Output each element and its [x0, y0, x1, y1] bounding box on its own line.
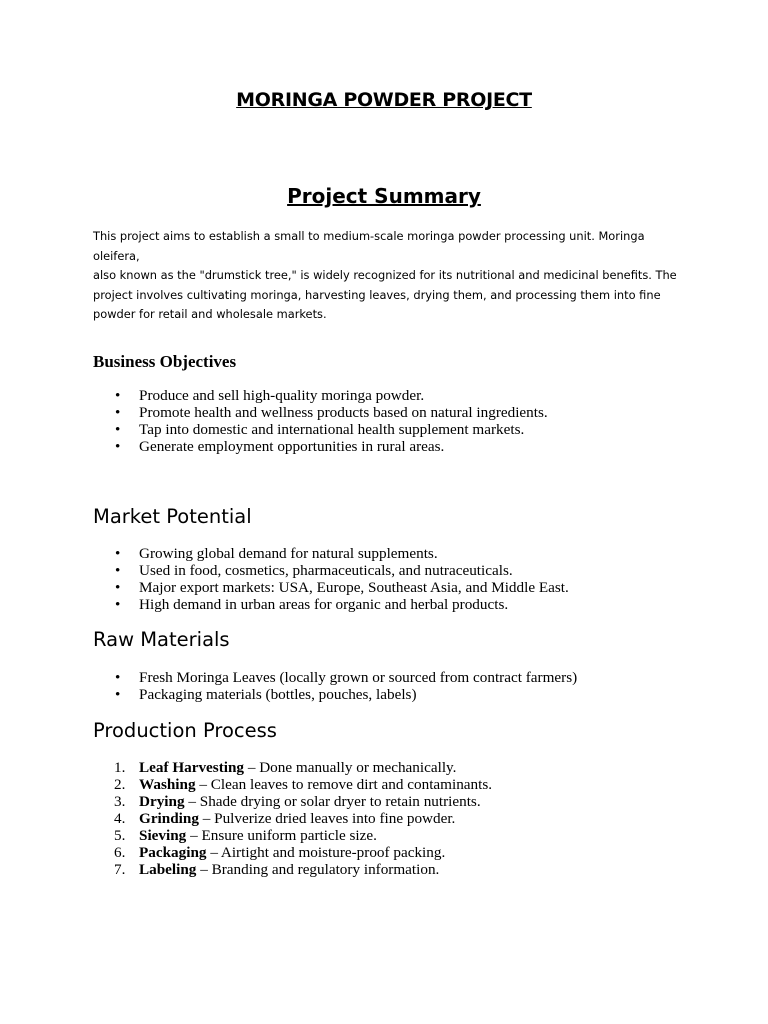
bullet-icon: •: [115, 438, 121, 455]
bullet-icon: •: [115, 686, 121, 703]
list-item-text: Packaging materials (bottles, pouches, labels): [139, 686, 417, 703]
list-item: [0, 861, 492, 878]
list-item: [0, 810, 492, 827]
step-term: Drying: [139, 793, 185, 810]
step-number: 6.: [114, 844, 126, 861]
document-title: MORINGA POWDER PROJECT: [236, 89, 532, 111]
list-item: [0, 844, 492, 861]
bullet-icon: •: [115, 421, 121, 438]
summary-line: project involves cultivating moringa, harvesting leaves, drying them, and processing them into fine: [93, 287, 661, 302]
project-summary-heading: Project Summary: [287, 184, 481, 208]
bullet-icon: •: [115, 562, 121, 579]
step-number: 2.: [114, 776, 126, 793]
market-potential-heading: Market Potential: [93, 505, 252, 528]
list-item: [0, 669, 577, 686]
list-item-text: Produce and sell high-quality moringa powder.: [139, 387, 425, 404]
list-item: [0, 759, 492, 776]
business-objectives-list: [0, 387, 548, 455]
bullet-icon: •: [115, 669, 121, 686]
list-item-text: High demand in urban areas for organic and herbal products.: [139, 596, 509, 613]
list-item: [0, 562, 569, 579]
step-description: – Pulverize dried leaves into fine powder.: [198, 810, 456, 827]
step-description: – Done manually or mechanically.: [244, 759, 457, 776]
step-term: Leaf Harvesting: [139, 759, 245, 776]
raw-materials-list: [0, 669, 577, 703]
list-item-text: Fresh Moringa Leaves (locally grown or sourced from contract farmers): [139, 669, 578, 686]
bullet-icon: •: [115, 545, 121, 562]
list-item: [0, 793, 492, 810]
list-item: [0, 404, 548, 421]
list-item-text: Major export markets: USA, Europe, Southeast Asia, and Middle East.: [139, 579, 569, 596]
project-summary-paragraph: [93, 227, 683, 325]
raw-materials-heading: Raw Materials: [93, 628, 230, 651]
summary-line: powder for retail and wholesale markets.: [93, 307, 327, 322]
step-term: Sieving: [139, 827, 187, 844]
list-item: [0, 827, 492, 844]
bullet-icon: •: [115, 596, 121, 613]
step-description: – Branding and regulatory information.: [196, 861, 440, 878]
step-term: Packaging: [139, 844, 207, 861]
list-item-text: Generate employment opportunities in rural areas.: [139, 438, 445, 455]
list-item: [0, 387, 548, 404]
step-term: Washing: [139, 776, 196, 793]
step-term: Grinding: [139, 810, 199, 827]
step-description: – Clean leaves to remove dirt and contaminants.: [195, 776, 493, 793]
list-item: [0, 686, 577, 703]
list-item: [0, 421, 548, 438]
list-item-text: Growing global demand for natural supplements.: [139, 545, 438, 562]
list-item: [0, 438, 548, 455]
step-number: 1.: [114, 759, 126, 776]
bullet-icon: •: [115, 387, 121, 404]
list-item: [0, 545, 569, 562]
step-number: 7.: [114, 861, 126, 878]
summary-line: also known as the "drumstick tree," is widely recognized for its nutritional and medicinal benefits. The: [93, 268, 677, 283]
production-process-heading: Production Process: [93, 719, 277, 742]
list-item-text: Used in food, cosmetics, pharmaceuticals, and nutraceuticals.: [139, 562, 513, 579]
list-item: [0, 579, 569, 596]
list-item: [0, 596, 569, 613]
bullet-icon: •: [115, 404, 121, 421]
summary-line: This project aims to establish a small to medium-scale moringa powder processing unit. Moringa oleifera,: [93, 229, 645, 263]
step-description: – Airtight and moisture-proof packing.: [206, 844, 446, 861]
market-potential-list: [0, 545, 569, 613]
bullet-icon: •: [115, 579, 121, 596]
list-item: [0, 776, 492, 793]
step-description: – Ensure uniform particle size.: [186, 827, 377, 844]
business-objectives-heading: Business Objectives: [93, 352, 237, 371]
step-number: 5.: [114, 827, 126, 844]
step-description: – Shade drying or solar dryer to retain nutrients.: [184, 793, 481, 810]
production-process-list: [0, 759, 492, 878]
step-number: 3.: [114, 793, 126, 810]
step-term: Labeling: [139, 861, 197, 878]
step-number: 4.: [114, 810, 126, 827]
list-item-text: Tap into domestic and international health supplement markets.: [139, 421, 525, 438]
list-item-text: Promote health and wellness products based on natural ingredients.: [139, 404, 548, 421]
